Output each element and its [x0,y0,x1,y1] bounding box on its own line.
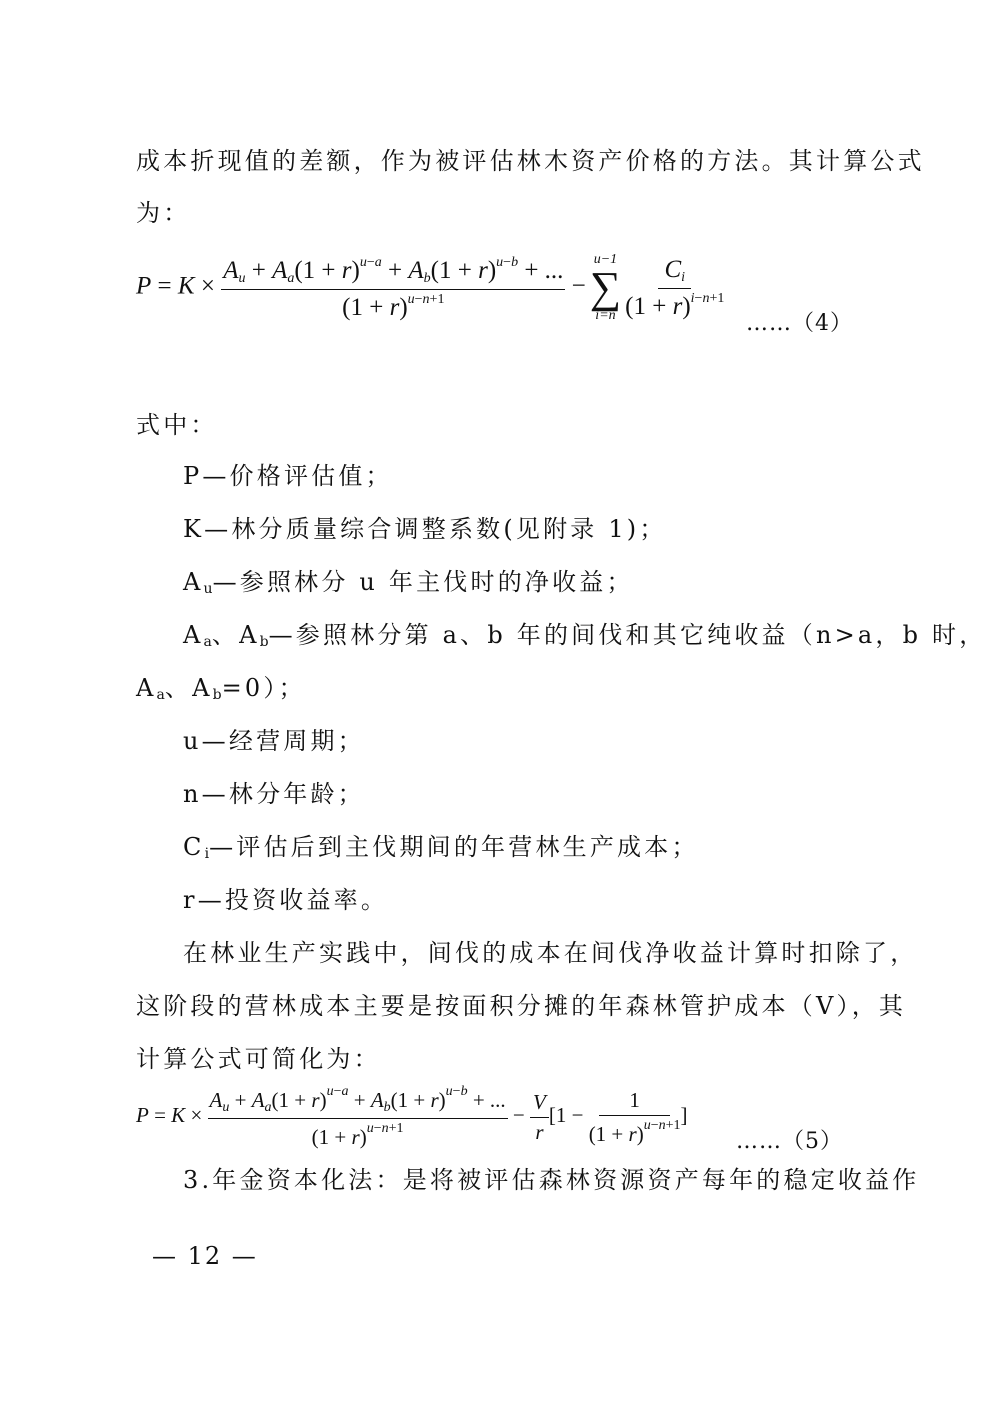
definition-u: u—经营周期； [183,727,365,755]
page-number: — 12 — [152,1242,258,1270]
body-text-line: 为： [136,199,191,227]
formula-4-fraction: $\frac{A_u + A_a(1 + r)^{u-a} + A_b(1 + r)^{u-b} + ...}{(1 + r)^{u-n+1}}$ [223,254,564,321]
definition-r: r—投资收益率。 [183,886,389,914]
formula-5: P = K × $\frac{A_u + A_a(1 + r)^{u-a} + A_b(1 + r)^{u-b} + ...}{(1 + r)^{u-n+1}}$ − $\frac{V}{r}$ [1 − $\frac{1}{(1 + r)^{u-n+1}}$ ] [136,1084,688,1149]
body-text-line: 成本折现值的差额，作为被评估林木资产价格的方法。其计算公式 [136,147,925,175]
definition-n: n—林分年龄； [183,780,365,808]
formula-4: P = K × $\frac{A_u + A_a(1 + r)^{u-a} + A_b(1 + r)^{u-b} + ...}{(1 + r)^{u-n+1}}$ − u−1 ∑ i=n $\frac{C_i}{(1 + r)^{i-n+1}}$ [136,252,725,323]
formula-5-fraction: $\frac{A_u + A_a(1 + r)^{u-a} + A_b(1 + r)^{u-b} + ...}{(1 + r)^{u-n+1}}$ [209,1084,506,1149]
equation-number-5: ……（5） [736,1129,843,1154]
definition-ci: Ci—评估后到主伐期间的年营林生产成本； [183,833,699,862]
body-text-line: 在林业生产实践中，间伐的成本在间伐净收益计算时扣除了， [183,939,918,967]
body-text-line: 这阶段的营林成本主要是按面积分摊的年森林管护成本（V），其 [136,992,907,1020]
body-text-line: 计算公式可简化为： [136,1045,381,1073]
equation-number-4: ……（4） [746,311,853,336]
definition-aa-ab: Aa、Ab—参照林分第 a、b 年的间伐和其它纯收益（n>a，b 时， [183,621,987,650]
summation-symbol: u−1 ∑ i=n [589,252,622,323]
body-text-line: 3.年金资本化法：是将被评估森林资源资产每年的稳定收益作 [183,1166,920,1194]
definition-au: Au—参照林分 u 年主伐时的净收益； [183,568,634,597]
definition-aa-ab-cont: Aa、Ab=0）； [136,674,306,703]
definition-k: K—林分质量综合调整系数(见附录 1)； [183,515,667,543]
definition-p: P—价格评估值； [183,462,393,490]
where-label: 式中： [136,411,218,439]
